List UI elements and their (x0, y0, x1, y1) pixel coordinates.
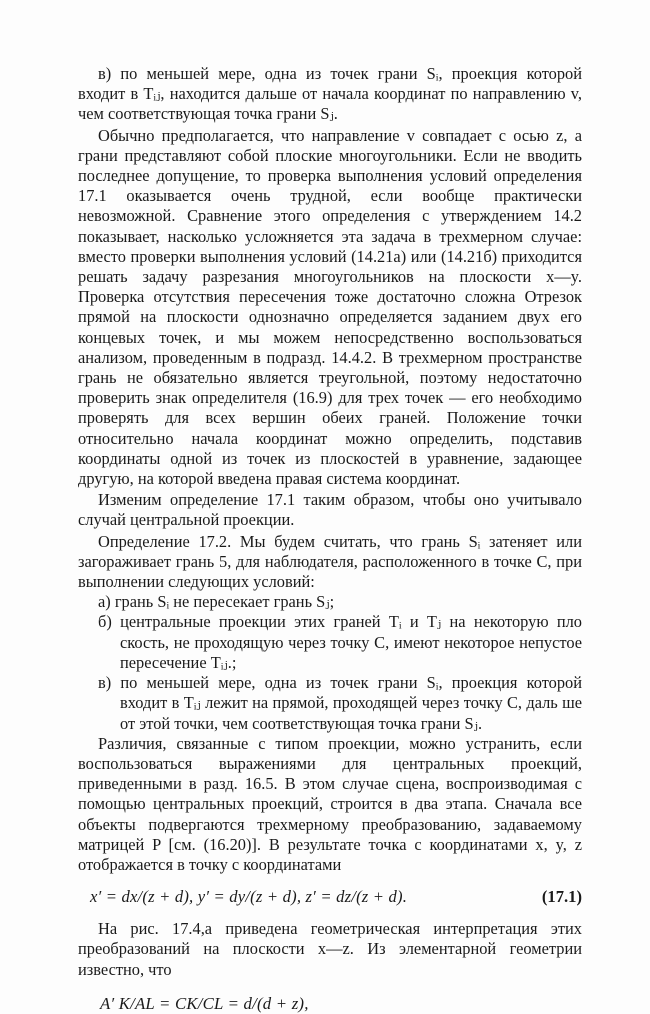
list-item-c: в) по меньшей мере, одна из точек грани Sᵢ, проекция которой входит в Tᵢⱼ лежит на прямой, проходящей через точку C, даль ше от этой точки, чем соответствующая точка грани Sⱼ. (98, 673, 582, 733)
paragraph-modify-definition: Изменим определение 17.1 таким образом, чтобы оно учитывало случай центральной проекции. (78, 490, 582, 530)
page-text (78, 64, 582, 1014)
paragraph-discussion: Обычно предполагается, что направление v совпадает с осью z, а грани представляют собой плоские многоугольники. Если не вводить последнее допущение, то проверка выполнения условий определения 17.1 оказывается очень трудной, если вообще практически невозможной. Сравнение этого определения с утверждением 14.2 показывает, насколько усложняется эта задача в трехмерном случае: вместо проверки выполнения условий (14.21а) или (14.21б) приходится решать задачу разрезания многоугольников на плоскости x—y. Проверка отсутствия пересечения тоже достаточно сложна Отрезок прямой на плоскости однозначно определяется заданием двух его концевых точек, и мы можем непосредственно воспользоваться анализом, проведенным в подразд. 14.4.2. В трехмерном пространстве грань не обязательно является треугольной, поэтому недостаточно проверить знак определителя (16.9) для трех точек — его необходимо проверять для всех вершин обеих граней. Положение точки относительно начала координат можно определить, подставив координаты одной из точек из плоскостей в уравнение, задающее другую, на которой введена правая система координат. (78, 125, 582, 489)
equation-expression: x′ = dx/(z + d), y′ = dy/(z + d), z′ = dz/(z + d). (90, 887, 408, 907)
paragraph-condition-c: в) по меньшей мере, одна из точек грани Sᵢ, проекция которой входит в Tᵢⱼ, находится дальше от начала координат по направлению v, чем соответствующая точка грани Sⱼ. (78, 64, 582, 124)
equation-17-1 (78, 887, 582, 909)
equation-ratio: A′ K/AL = CK/CL = d/(d + z), (100, 993, 309, 1013)
paragraph-definition-17-2: Определение 17.2. Мы будем считать, что грань Sᵢ затеняет или загораживает грань 5, для наблюдателя, расположенного в точке C, при выполнении следующих условий: (78, 531, 582, 592)
paragraph-figure-reference: На рис. 17.4,а приведена геометрическая интерпретация этих преобразований на плоскости x—z. Из элементарной геометрии известно, что (78, 919, 582, 979)
paragraph-projection-differences: Различия, связанные с типом проекции, можно устранить, если воспользоваться выражениями для центральных проекций, приведенными в разд. 16.5. В этом случае сцена, воспроизводимая с помощью центральных проекций, строится в два этапа. Сначала все объекты подвергаются трехмерному преобразованию, задаваемому матрицей P [см. (16.20)]. В результате точка с координатами x, y, z отображается в точку с координатами (78, 733, 582, 874)
list-item-a: а) грань Sᵢ не пересекает грань Sⱼ; (98, 592, 335, 612)
list-item-b: б) центральные проекции этих граней Tᵢ и Tⱼ на некоторую пло скость, не проходящую через точку С, имеют некоторое непустое пересечение Tᵢⱼ.; (98, 612, 582, 672)
equation-number: (17.1) (541, 887, 582, 907)
